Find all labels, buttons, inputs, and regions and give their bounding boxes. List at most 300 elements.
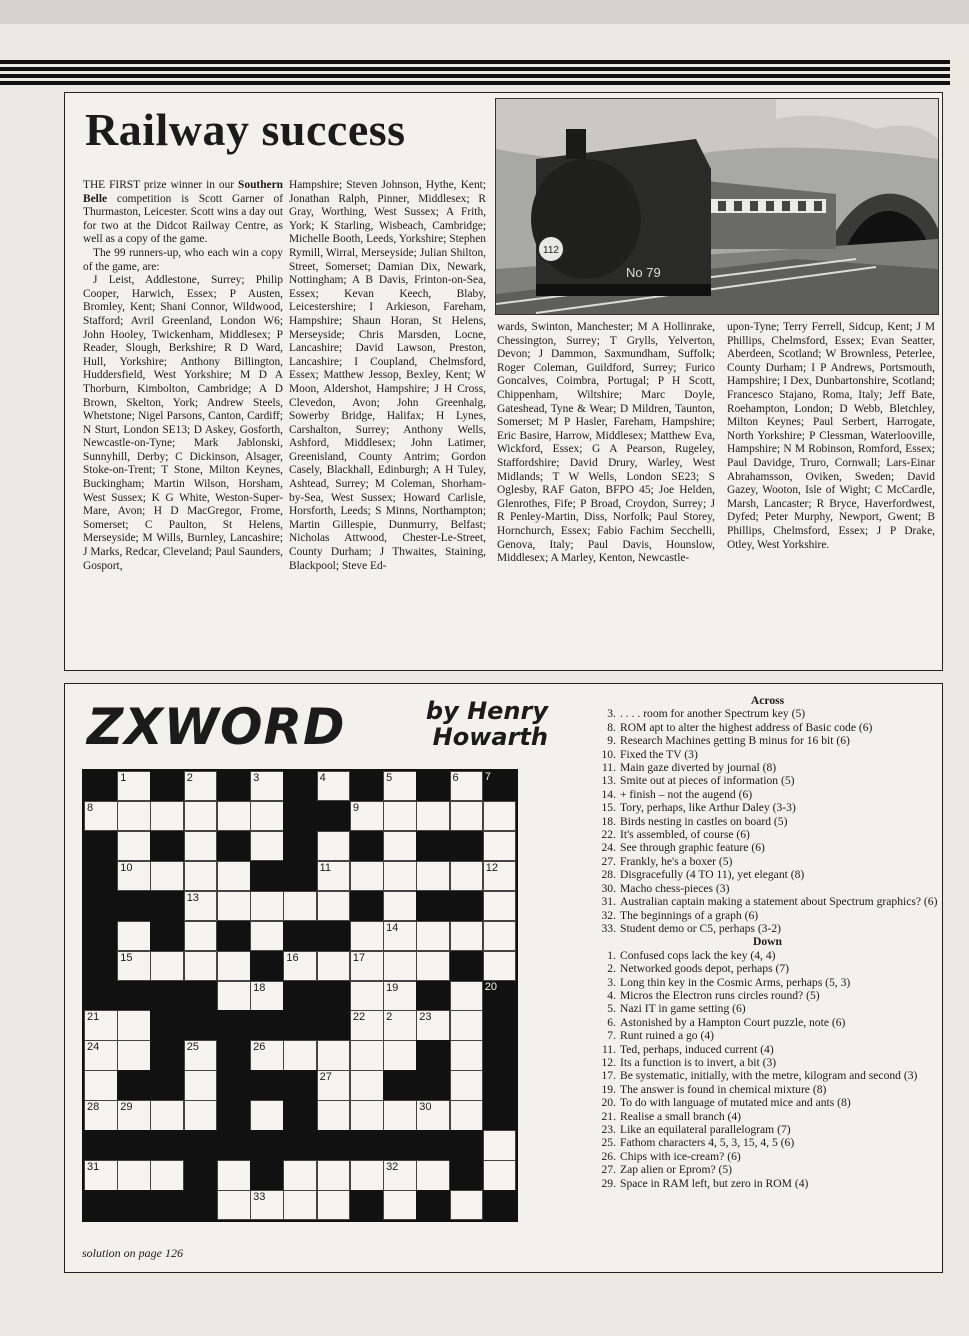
- grid-cell[interactable]: [450, 1100, 484, 1130]
- clue-number: 20.: [601, 1096, 616, 1110]
- clue-number: 1.: [607, 948, 616, 962]
- grid-cell[interactable]: [250, 981, 284, 1011]
- grid-block: [117, 891, 151, 921]
- clue-text: Birds nesting in castles on board (5): [620, 814, 788, 828]
- clue-number: 9.: [607, 734, 616, 748]
- grid-cell[interactable]: [217, 1190, 251, 1220]
- grid-block: [483, 1010, 517, 1040]
- clue-number: 31.: [601, 895, 616, 909]
- grid-block: [217, 1010, 251, 1040]
- down-clue: [595, 1163, 940, 1176]
- grid-cell[interactable]: [383, 1160, 417, 1190]
- clue-text: ROM apt to alter the highest address of Basic code (6): [620, 720, 873, 734]
- cell-number: 20: [484, 980, 498, 993]
- grid-cell[interactable]: [250, 771, 284, 801]
- grid-cell[interactable]: [317, 1160, 351, 1190]
- grid-cell[interactable]: [383, 1010, 417, 1040]
- clue-text: . . . . room for another Spectrum key (5): [620, 707, 806, 721]
- grid-cell[interactable]: [250, 831, 284, 861]
- clue-text: Fathom characters 4, 5, 3, 15, 4, 5 (6): [620, 1136, 795, 1150]
- grid-cell[interactable]: [184, 921, 218, 951]
- cell-number: 23: [419, 1011, 432, 1024]
- grid-block: [283, 981, 317, 1011]
- grid-cell[interactable]: [350, 861, 384, 891]
- train-drawing: [496, 99, 938, 314]
- grid-cell[interactable]: [150, 1100, 184, 1130]
- grid-block: [317, 801, 351, 831]
- grid-block: [217, 1130, 251, 1160]
- grid-cell[interactable]: [383, 771, 417, 801]
- grid-cell[interactable]: [84, 801, 118, 831]
- clue-text: Like an equilateral parallelogram (7): [620, 1123, 791, 1136]
- grid-cell[interactable]: [383, 951, 417, 981]
- grid-cell[interactable]: [84, 1010, 118, 1040]
- clue-text: Macho chess-pieces (3): [620, 881, 730, 895]
- across-clue: [595, 882, 940, 895]
- grid-cell[interactable]: [317, 891, 351, 921]
- grid-cell[interactable]: [483, 861, 517, 891]
- grid-cell[interactable]: [150, 1160, 184, 1190]
- grid-block: [250, 861, 284, 891]
- grid-cell[interactable]: [317, 1040, 351, 1070]
- clue-text: Its a function is to invert, a bit (3): [620, 1055, 777, 1069]
- grid-block: [350, 831, 384, 861]
- grid-block: [450, 951, 484, 981]
- grid-cell[interactable]: [450, 1040, 484, 1070]
- down-clues: [595, 949, 940, 1190]
- clue-number: 24.: [601, 841, 616, 855]
- grid-cell[interactable]: [117, 951, 151, 981]
- locomotive-illustration: [495, 98, 939, 315]
- crossword-grid: [82, 769, 518, 1222]
- intro-text-cont: competition is Scott Garner of Thurmaston, Leicester. Scott wins a day out for two at the Didcot Railway Centre, as well as a copy of the game.: [83, 192, 283, 246]
- across-clue: [595, 922, 940, 935]
- grid-cell[interactable]: [416, 801, 450, 831]
- cell-number: 2: [386, 1011, 393, 1024]
- clue-number: 32.: [601, 908, 616, 922]
- grid-cell[interactable]: [383, 831, 417, 861]
- grid-cell[interactable]: [84, 1070, 118, 1100]
- down-clue: [595, 1096, 940, 1109]
- grid-cell[interactable]: [117, 861, 151, 891]
- grid-block: [283, 1070, 317, 1100]
- winners-list-3: wards, Swinton, Manchester; M A Hollinrake, Chessington, Surrey; T Grylls, Yelverton, Devon; J Dammon, Saxmundham, Suffolk; Roger Coleman, Guildford, Surrey; Furico Goncalves, Coimbra, Portugal; P H Scott, Chippenham, Wiltshire; Marc Doyle, Gateshead, Tyne & Wear; D Mildren, Taunton, Somerset; M P Hasler, Fareham, Hampshire; Eric Basire, Harrow, Middlesex; Matthew Eva, Wickford, Essex; G A Pearson, Rugeley, Staffordshire; David Drury, Warley, West Midlands; T W Wells, London SE23; S Oglesby, RAF Gaton, BFPO 45; Joe Helden, Glenrothes, Fife; P Broad, Croydon, Surrey; J R Penley-Martin, Diss, Norfolk; Paul Storey, Hornchurch, Essex; Fabio Fachim Secchelli, Genova, Italy; Paul Davis, Hounslow, Middlesex; A Marley, Kenton, Newcastle-: [497, 321, 715, 565]
- clue-number: 25.: [601, 1136, 616, 1150]
- grid-block: [84, 831, 118, 861]
- grid-block: [150, 891, 184, 921]
- grid-block: [150, 1010, 184, 1040]
- clue-number: 15.: [601, 801, 616, 815]
- grid-block: [317, 1010, 351, 1040]
- grid-block: [483, 1100, 517, 1130]
- clue-text: Frankly, he's a boxer (5): [620, 854, 733, 868]
- across-clue: [595, 801, 940, 814]
- grid-cell[interactable]: [350, 801, 384, 831]
- across-clue: [595, 909, 940, 922]
- grid-block: [117, 1190, 151, 1220]
- loco-plate-2: No 79: [626, 265, 661, 280]
- clue-text: Realise a small branch (4): [620, 1109, 742, 1123]
- grid-cell[interactable]: [350, 981, 384, 1011]
- grid-cell[interactable]: [483, 951, 517, 981]
- article-column-3: [497, 321, 715, 566]
- grid-cell[interactable]: [184, 951, 218, 981]
- down-clue: [595, 1177, 940, 1190]
- down-clue: [595, 1123, 940, 1136]
- grid-cell[interactable]: [217, 891, 251, 921]
- grid-cell[interactable]: [250, 891, 284, 921]
- grid-block: [217, 1040, 251, 1070]
- clue-text: To do with language of mutated mice and ants (8): [620, 1096, 851, 1110]
- clue-number: 17.: [601, 1069, 616, 1083]
- grid-cell[interactable]: [383, 801, 417, 831]
- clue-text: Australian captain making a statement about Spectrum graphics? (6): [620, 895, 938, 909]
- grid-cell[interactable]: [350, 1070, 384, 1100]
- grid-cell[interactable]: [450, 981, 484, 1011]
- article-column-1: [83, 179, 283, 573]
- solution-note: solution on page 126: [82, 1246, 183, 1260]
- clue-number: 29.: [601, 1176, 616, 1190]
- grid-block: [84, 891, 118, 921]
- clue-text: Fixed the TV (3): [620, 747, 698, 761]
- grid-cell[interactable]: [416, 1160, 450, 1190]
- byline-line-1: by Henry: [425, 697, 548, 725]
- clue-number: 22.: [601, 828, 616, 842]
- clue-text: Disgracefully (4 TO 11), yet elegant (8): [620, 868, 805, 882]
- across-clue: [595, 734, 940, 747]
- grid-cell[interactable]: [217, 981, 251, 1011]
- grid-cell[interactable]: [184, 1040, 218, 1070]
- grid-block: [250, 1070, 284, 1100]
- grid-block: [217, 1070, 251, 1100]
- cell-number: 22: [352, 1011, 366, 1024]
- grid-cell[interactable]: [250, 1190, 284, 1220]
- grid-block: [483, 1190, 517, 1220]
- grid-block: [84, 861, 118, 891]
- clue-text: Space in RAM left, but zero in ROM (4): [620, 1176, 809, 1190]
- grid-cell[interactable]: [217, 951, 251, 981]
- cell-number: 30: [419, 1101, 432, 1114]
- grid-block: [283, 801, 317, 831]
- grid-block: [184, 1160, 218, 1190]
- across-clue: [595, 815, 940, 828]
- grid-block: [217, 921, 251, 951]
- grid-cell[interactable]: [184, 1070, 218, 1100]
- grid-cell[interactable]: [416, 1100, 450, 1130]
- clue-text: Student demo or C5, perhaps (3-2): [620, 921, 781, 935]
- grid-cell[interactable]: [217, 861, 251, 891]
- clue-number: 8.: [607, 720, 616, 734]
- grid-block: [450, 831, 484, 861]
- grid-cell[interactable]: [84, 1100, 118, 1130]
- page-top-strip: [0, 0, 969, 24]
- grid-block: [150, 921, 184, 951]
- grid-cell[interactable]: [317, 861, 351, 891]
- clue-text: Research Machines getting B minus for 16 bit (6): [620, 734, 850, 748]
- cell-number: 28: [87, 1101, 100, 1114]
- grid-cell[interactable]: [184, 861, 218, 891]
- grid-cell[interactable]: [317, 1190, 351, 1220]
- grid-block: [450, 891, 484, 921]
- grid-cell[interactable]: [383, 921, 417, 951]
- grid-cell[interactable]: [250, 1100, 284, 1130]
- grid-block: [350, 891, 384, 921]
- cell-number: 8: [87, 801, 94, 814]
- grid-block: [416, 1070, 450, 1100]
- down-clue: [595, 949, 940, 962]
- grid-cell[interactable]: [450, 771, 484, 801]
- clue-text: Chips with ice-cream? (6): [620, 1149, 741, 1163]
- grid-block: [483, 1040, 517, 1070]
- grid-cell[interactable]: [150, 801, 184, 831]
- grid-block: [217, 1100, 251, 1130]
- down-clue: [595, 1136, 940, 1149]
- grid-cell[interactable]: [117, 1040, 151, 1070]
- cell-number: 15: [120, 951, 133, 964]
- grid-cell[interactable]: [117, 1160, 151, 1190]
- clue-text: Micros the Electron runs circles round? (5): [620, 988, 820, 1002]
- grid-block: [450, 1130, 484, 1160]
- clue-text: Zap alien or Eprom? (5): [620, 1163, 733, 1177]
- grid-cell[interactable]: [483, 831, 517, 861]
- down-clue: [595, 1056, 940, 1069]
- grid-cell[interactable]: [317, 771, 351, 801]
- clue-text: Networked goods depot, perhaps (7): [620, 962, 790, 976]
- winners-list-2: Hampshire; Steven Johnson, Hythe, Kent; Jonathan Ralph, Pinner, Middlesex; R Gray, Worthing, West Sussex; A Frith, York; K Starling, Wisbeach, Cambridge; Michelle Booth, Leeds, Yorkshire; Stephen Rymill, Wirral, Merseyside; Julian Shilton, Street, Somerset; Damian Dix, Newark, Nottingham; A B Davis, Frinton-on-Sea, Essex; Kevan Keech, Blaby, Leicestershire; I Arkieson, Fareham, Hampshire; Shaun Horan, St Helens, Merseyside; Chris Marsden, Locne, Lancashire; David Lawson, Preston, Lancashire; I Coupland, Chelmsford, Essex; Matthew Jessop, Bexley, Kent; W Moon, Aldershot, Hampshire; J H Cross, Clevedon, Avon; John Greenhalg, Sowerby Bridge, Halifax; H Lynes, Carshalton, Surrey; Anthony Wells, Ashford, Middlesex; John Latimer, Greenisland, County Antrim; Gordon Casely, Blackhall, Edinburgh; A H Tuley, Ashtead, Surrey; M Coleman, Shorham-by-Sea, West Sussex; Howard Carlisle, Horsforth, Leeds; S Minns, Northampton; Martin Gillespie, Dunmurry, Belfast; Nicholas Attwood, Chester-Le-Street, County Durham; J Thwaites, Staining, Blackpool; Steve Ed-: [289, 179, 486, 572]
- down-clue: [595, 1083, 940, 1096]
- grid-cell[interactable]: [350, 1040, 384, 1070]
- grid-cell[interactable]: [450, 861, 484, 891]
- grid-cell[interactable]: [84, 1160, 118, 1190]
- across-clue: [595, 788, 940, 801]
- clue-number: 27.: [601, 1163, 616, 1177]
- grid-block: [217, 831, 251, 861]
- grid-cell[interactable]: [350, 921, 384, 951]
- across-clue: [595, 828, 940, 841]
- grid-block: [283, 1100, 317, 1130]
- clue-text: See through graphic feature (6): [620, 841, 765, 855]
- grid-cell[interactable]: [117, 771, 151, 801]
- grid-cell[interactable]: [217, 1160, 251, 1190]
- clue-text: It's assembled, of course (6): [620, 828, 750, 842]
- across-clue: [595, 748, 940, 761]
- zxword-crossword: [64, 683, 943, 1273]
- grid-cell[interactable]: [317, 1070, 351, 1100]
- grid-cell[interactable]: [184, 891, 218, 921]
- cell-number: 25: [186, 1041, 199, 1054]
- clue-number: 21.: [601, 1109, 616, 1123]
- grid-cell[interactable]: [250, 921, 284, 951]
- grid-cell[interactable]: [150, 861, 184, 891]
- cell-number: 27: [319, 1071, 332, 1084]
- grid-cell[interactable]: [450, 1190, 484, 1220]
- clue-number: 11.: [601, 1042, 616, 1056]
- grid-cell[interactable]: [117, 1100, 151, 1130]
- grid-cell[interactable]: [150, 951, 184, 981]
- grid-cell[interactable]: [416, 1010, 450, 1040]
- grid-cell[interactable]: [117, 1010, 151, 1040]
- grid-cell[interactable]: [416, 951, 450, 981]
- crossword-byline: [408, 698, 548, 750]
- clue-number: 3.: [607, 975, 616, 989]
- grid-block: [416, 1040, 450, 1070]
- grid-cell[interactable]: [283, 1190, 317, 1220]
- clue-number: 18.: [601, 814, 616, 828]
- grid-cell[interactable]: [350, 1160, 384, 1190]
- down-clue: [595, 1150, 940, 1163]
- grid-cell[interactable]: [383, 891, 417, 921]
- cell-number: 5: [386, 772, 393, 784]
- grid-block: [184, 1010, 218, 1040]
- grid-cell[interactable]: [317, 1100, 351, 1130]
- grid-cell[interactable]: [283, 1040, 317, 1070]
- cell-number: 2: [186, 772, 193, 784]
- cell-number: 19: [386, 981, 399, 994]
- grid-cell[interactable]: [184, 801, 218, 831]
- clue-number: 26.: [601, 1149, 616, 1163]
- clue-number: 6.: [607, 1015, 616, 1029]
- grid-cell[interactable]: [483, 891, 517, 921]
- grid-cell[interactable]: [483, 1160, 517, 1190]
- loco-plate-1: 112: [543, 245, 559, 256]
- grid-cell[interactable]: [184, 831, 218, 861]
- grid-cell[interactable]: [450, 1070, 484, 1100]
- grid-cell[interactable]: [250, 801, 284, 831]
- grid-block: [450, 1160, 484, 1190]
- grid-cell[interactable]: [383, 1190, 417, 1220]
- down-heading: Down: [753, 935, 782, 949]
- article-column-2: [289, 179, 486, 573]
- grid-block: [283, 831, 317, 861]
- clue-number: 2.: [607, 962, 616, 976]
- grid-cell[interactable]: [84, 1040, 118, 1070]
- grid-block: [150, 771, 184, 801]
- down-clue: [595, 1029, 940, 1042]
- down-clue: [595, 976, 940, 989]
- grid-block: [84, 1130, 118, 1160]
- grid-block: [117, 1070, 151, 1100]
- grid-block: [383, 1130, 417, 1160]
- grid-cell[interactable]: [250, 1040, 284, 1070]
- grid-cell[interactable]: [117, 831, 151, 861]
- grid-cell[interactable]: [383, 981, 417, 1011]
- clue-number: 7.: [607, 1029, 616, 1043]
- clue-text: Astonished by a Hampton Court puzzle, note (6): [620, 1015, 846, 1029]
- across-clue: [595, 721, 940, 734]
- grid-cell[interactable]: [450, 801, 484, 831]
- grid-cell[interactable]: [350, 1010, 384, 1040]
- grid-block: [283, 1130, 317, 1160]
- grid-cell[interactable]: [450, 1010, 484, 1040]
- grid-block: [84, 1190, 118, 1220]
- clue-number: 23.: [601, 1123, 616, 1136]
- cell-number: 3: [253, 772, 260, 784]
- grid-cell[interactable]: [217, 801, 251, 831]
- grid-cell[interactable]: [350, 951, 384, 981]
- grid-cell[interactable]: [483, 801, 517, 831]
- grid-block: [150, 1040, 184, 1070]
- cell-number: 7: [484, 771, 491, 783]
- across-clue: [595, 868, 940, 881]
- down-clue: [595, 1110, 940, 1123]
- clue-number: 33.: [601, 921, 616, 935]
- clue-number: 12.: [601, 1055, 616, 1069]
- grid-block: [250, 951, 284, 981]
- grid-cell[interactable]: [383, 1100, 417, 1130]
- grid-cell[interactable]: [416, 921, 450, 951]
- grid-cell[interactable]: [483, 1130, 517, 1160]
- grid-cell[interactable]: [317, 951, 351, 981]
- grid-block: [117, 1130, 151, 1160]
- crossword-title: ZXWORD: [87, 698, 346, 756]
- grid-block: [416, 771, 450, 801]
- grid-cell[interactable]: [283, 891, 317, 921]
- grid-block: [416, 831, 450, 861]
- clue-text: Be systematic, initially, with the metre, kilogram and second (3): [620, 1069, 918, 1083]
- grid-block: [317, 921, 351, 951]
- article-column-4: [727, 321, 935, 552]
- clue-number: 5.: [607, 1002, 616, 1016]
- header-rules: [0, 60, 950, 86]
- clue-text: Nazi IT in game setting (6): [620, 1002, 746, 1016]
- down-clue: [595, 989, 940, 1002]
- grid-cell[interactable]: [283, 951, 317, 981]
- grid-block: [483, 981, 517, 1011]
- grid-cell[interactable]: [350, 1100, 384, 1130]
- grid-block: [383, 1070, 417, 1100]
- article-title: Railway success: [85, 104, 406, 155]
- across-clue: [595, 707, 940, 720]
- winners-list-4: upon-Tyne; Terry Ferrell, Sidcup, Kent; J M Phillips, Chelmsford, Essex; Evan Seatter, Aberdeen, Scotland; W Brownless, Peterlee, County Durham; I P Andrews, Portsmouth, Hampshire; I Dex, Dunbartonshire, Scotland; Francesco Stajano, Roma, Italy; Jeff Bate, Roehampton, London; D Webb, Bletchley, Milton Keynes; Paul Serbert, Harrogate, North Yorkshire; P Clessman, Waterlooville, Hampshire; N M Robinson, Romford, Essex; Paul Davidge, Truro, Cornwall; Lars-Einar Abrahamsson, Oviken, Sweden; David Gazey, Wooton, Isle of Wight; C McCardle, Marsh, Lancaster; R Bryce, Haverfordwest, Dyfed; Peter Murphy, Newport, Gwent; B Phillips, Chelmsford, Essex; J P Drake, Otley, West Yorkshire.: [727, 321, 935, 551]
- intro-text: THE FIRST prize winner in our: [83, 179, 239, 191]
- grid-cell[interactable]: [117, 921, 151, 951]
- competition-name: Southern Belle: [83, 179, 283, 205]
- grid-block: [84, 981, 118, 1011]
- grid-cell[interactable]: [450, 921, 484, 951]
- down-clue: [595, 1002, 940, 1015]
- grid-cell[interactable]: [416, 861, 450, 891]
- grid-cell[interactable]: [117, 801, 151, 831]
- across-heading: Across: [750, 694, 785, 707]
- grid-cell[interactable]: [483, 921, 517, 951]
- grid-cell[interactable]: [317, 831, 351, 861]
- grid-block: [350, 771, 384, 801]
- clue-number: 30.: [601, 881, 616, 895]
- grid-block: [416, 981, 450, 1011]
- grid-block: [283, 1010, 317, 1040]
- grid-cell[interactable]: [383, 861, 417, 891]
- cell-number: 1: [120, 772, 127, 784]
- grid-block: [150, 831, 184, 861]
- grid-block: [150, 1070, 184, 1100]
- grid-block: [150, 1130, 184, 1160]
- cell-number: 24: [87, 1041, 100, 1054]
- grid-cell[interactable]: [283, 1160, 317, 1190]
- down-clue: [595, 1069, 940, 1082]
- grid-cell[interactable]: [184, 1100, 218, 1130]
- grid-block: [250, 1010, 284, 1040]
- clue-list: [595, 694, 940, 1190]
- cell-number: 6: [452, 772, 459, 784]
- clue-number: 19.: [601, 1082, 616, 1096]
- grid-block: [416, 1130, 450, 1160]
- grid-cell[interactable]: [383, 1040, 417, 1070]
- grid-block: [350, 1190, 384, 1220]
- grid-block: [416, 891, 450, 921]
- across-clues: [595, 707, 940, 935]
- grid-block: [483, 1070, 517, 1100]
- grid-cell[interactable]: [184, 771, 218, 801]
